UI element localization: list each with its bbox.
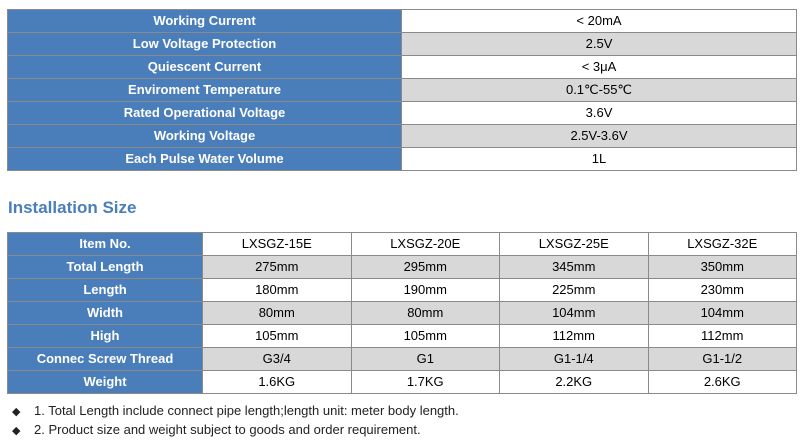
spec-row [8,56,797,79]
cell: 1.7KG [351,371,500,394]
spec-row [8,33,797,56]
cell: 80mm [351,302,500,325]
spec-row [8,125,797,148]
cell: 180mm [203,279,352,302]
model-header: LXSGZ-20E [351,233,500,256]
cell: 2.2KG [500,371,649,394]
table-header-row [8,233,797,256]
spec-value: 2.5V [402,33,797,56]
table-row [8,371,797,394]
cell: G1 [351,348,500,371]
cell: 112mm [500,325,649,348]
spec-label: Enviroment Temperature [8,79,402,102]
spec-label: Working Current [8,10,402,33]
cell: 225mm [500,279,649,302]
row-label: Weight [8,371,203,394]
note-text: 2. Product size and weight subject to goods and order requirement. [34,422,421,437]
model-header: LXSGZ-15E [203,233,352,256]
spec-value: 1L [402,148,797,171]
spec-row [8,148,797,171]
cell: 105mm [203,325,352,348]
note-item [12,401,459,420]
table-row [8,302,797,325]
cell: G1-1/2 [648,348,797,371]
spec-value: < 20mA [402,10,797,33]
spec-label: Rated Operational Voltage [8,102,402,125]
spec-label: Quiescent Current [8,56,402,79]
cell: 105mm [351,325,500,348]
spec-label: Each Pulse Water Volume [8,148,402,171]
installation-size-table [7,232,797,394]
cell: 112mm [648,325,797,348]
diamond-bullet-icon: ◆ [12,406,21,418]
table-row [8,279,797,302]
table-row [8,348,797,371]
row-label: Total Length [8,256,203,279]
spec-label: Working Voltage [8,125,402,148]
specification-table [7,9,797,171]
spec-row [8,10,797,33]
cell: G1-1/4 [500,348,649,371]
spec-value: 2.5V-3.6V [402,125,797,148]
note-item [12,420,459,439]
row-label: Length [8,279,203,302]
row-label: High [8,325,203,348]
cell: 345mm [500,256,649,279]
section-title: Installation Size [8,198,137,217]
spec-value: 0.1℃-55℃ [402,79,797,102]
spec-row [8,79,797,102]
cell: 104mm [648,302,797,325]
cell: 190mm [351,279,500,302]
cell: 295mm [351,256,500,279]
spec-row [8,102,797,125]
cell: 350mm [648,256,797,279]
row-label: Connec Screw Thread [8,348,203,371]
cell: 80mm [203,302,352,325]
spec-value: 3.6V [402,102,797,125]
note-text: 1. Total Length include connect pipe length;length unit: meter body length. [34,403,459,418]
cell: 1.6KG [203,371,352,394]
spec-value: < 3μA [402,56,797,79]
spec-label: Low Voltage Protection [8,33,402,56]
table-row [8,256,797,279]
diamond-bullet-icon: ◆ [12,425,21,437]
cell: 104mm [500,302,649,325]
cell: 275mm [203,256,352,279]
model-header: LXSGZ-32E [648,233,797,256]
header-label: Item No. [8,233,203,256]
notes-list [12,401,459,439]
cell: 230mm [648,279,797,302]
row-label: Width [8,302,203,325]
cell: G3/4 [203,348,352,371]
cell: 2.6KG [648,371,797,394]
model-header: LXSGZ-25E [500,233,649,256]
table-row [8,325,797,348]
